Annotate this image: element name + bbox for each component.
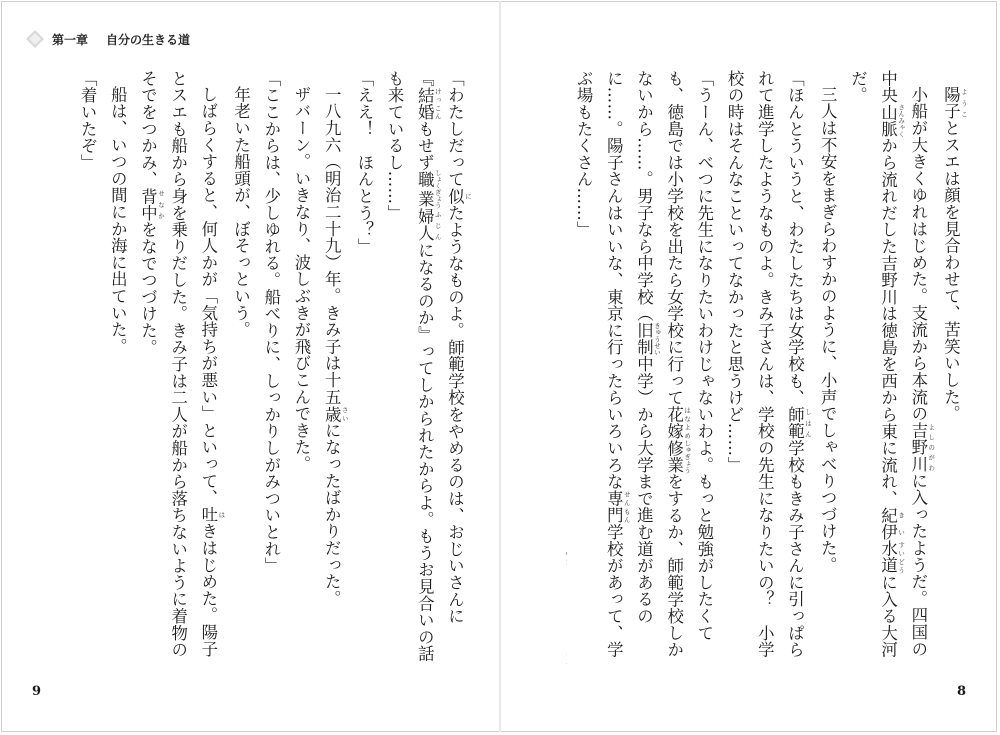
text-run: になったばかりだった。 xyxy=(322,422,342,608)
ruby-base: 紀伊 xyxy=(878,506,898,541)
ruby-word xyxy=(941,86,968,120)
ruby-reading: すいどう xyxy=(897,540,906,575)
text-run: 「ここからは、少しゆれる。船べりに、しっかりしがみついとれ」 xyxy=(261,70,281,574)
ruby-base: 旧制 xyxy=(634,321,654,356)
ruby-base: 陽子 xyxy=(941,86,961,120)
right-page-text xyxy=(566,70,968,670)
ruby-reading: さい xyxy=(340,405,349,423)
ruby-reading: ようこ xyxy=(960,86,968,120)
ruby-base: 花嫁 xyxy=(664,406,684,440)
text-run: をするか、師範学校しかないから……。男子なら中学校（ xyxy=(634,70,684,659)
chapter-label: 第一章 xyxy=(52,32,89,47)
ruby-word xyxy=(878,103,906,138)
text-run: に入ったようだ。四国の中央 xyxy=(878,70,928,658)
text-run: 「着いたぞ」 xyxy=(78,70,98,171)
text-run: とスエは顔を見合わせて、苦笑いした。 xyxy=(941,120,961,423)
ruby-base: 結婚 xyxy=(415,86,435,121)
ruby-base: 水道 xyxy=(878,540,898,575)
page-number-right: 8 xyxy=(956,684,966,699)
ruby-word xyxy=(445,187,472,205)
text-run: 中学）から大学まで進む道があるのに……。陽子さんはいいな、東京に行ったらいろいろな xyxy=(604,70,654,625)
paragraph xyxy=(935,70,968,670)
ruby-word xyxy=(198,506,226,524)
paragraph xyxy=(349,70,379,670)
ruby-word xyxy=(138,187,165,222)
ruby-word xyxy=(878,540,906,575)
ruby-reading: しゅぎょう xyxy=(683,439,692,474)
text-run: から流れだした吉野川は徳島を西から東に流れ、 xyxy=(878,137,898,507)
paragraph xyxy=(316,70,349,670)
ruby-word xyxy=(415,86,442,121)
paragraph xyxy=(286,70,316,670)
text-run: 一八九六（明治二十九）年。きみ子は十五 xyxy=(322,86,342,406)
ruby-reading: よしのがわ xyxy=(927,422,936,473)
chapter-title: 自分の生きる道 xyxy=(106,32,191,47)
ruby-base: 修業 xyxy=(664,439,684,474)
text-run: 船は、いつの間にか海に出ていた。 xyxy=(108,86,128,356)
paragraph xyxy=(225,70,255,670)
ruby-reading: に xyxy=(464,187,472,205)
page-number-left: 9 xyxy=(32,684,42,699)
ruby-word xyxy=(878,506,906,541)
ruby-reading: は xyxy=(217,506,226,524)
running-head xyxy=(26,30,190,48)
ruby-reading: しはん xyxy=(803,406,812,440)
text-run: 三人は不安をまぎらわすかのように、小声でしゃべりつづけた。 xyxy=(818,86,838,574)
ruby-reading xyxy=(566,650,568,667)
ruby-reading: きゅうせい xyxy=(652,321,661,356)
paragraph xyxy=(74,70,102,670)
ruby-base: 歳 xyxy=(322,405,342,423)
ruby-base: 背中 xyxy=(138,187,158,222)
paragraph xyxy=(568,70,719,670)
paragraph xyxy=(842,70,935,670)
ruby-word xyxy=(604,489,631,524)
text-run: ザバーン。いきなり、波しぶきが飛びこんできた。 xyxy=(291,86,311,473)
text-run: 「ほんとういうと、わたしたちは女学校も、 xyxy=(785,70,805,406)
text-run: 年老いた船頭が、ぼそっという。 xyxy=(231,86,251,339)
text-run: もせず xyxy=(415,120,435,171)
left-page-text xyxy=(74,70,472,670)
ruby-word xyxy=(908,422,936,473)
text-run: 「うーん、べつに先生になりたいわけじゃないわよ。もっと勉強がしたくても、徳島では小学校を出たら女学校に行って xyxy=(664,70,714,642)
text-run: をなでつづけた。 xyxy=(138,221,158,356)
ruby-reading: はなよめ xyxy=(683,406,692,440)
paragraph xyxy=(256,70,286,670)
ruby-base: 吉野川 xyxy=(908,422,928,473)
ruby-base: 師範 xyxy=(785,406,805,440)
text-run: 学校があって、学ぶ場もたくさん……」 xyxy=(574,70,624,658)
ruby-word xyxy=(785,406,812,440)
ruby-reading: けっこん xyxy=(433,86,442,121)
ruby-word xyxy=(664,439,692,474)
ruby-reading: ふじん xyxy=(433,208,442,243)
ruby-reading: せなか xyxy=(156,187,165,222)
ruby-word xyxy=(415,208,442,243)
text-run: しばらくすると、何人かが「気持ちが悪い」といって、 xyxy=(198,86,218,507)
text-run: 「ええ！ ほんとう？」 xyxy=(354,70,374,255)
ruby-word xyxy=(664,406,692,440)
text-run: たようなものよ。師範学校をやめるのは、おじいさんに『 xyxy=(415,70,465,625)
paragraph xyxy=(379,70,472,670)
book-gutter xyxy=(499,1,501,732)
text-run: になるのか』ってしかられたからよ。もうお見合いの話も来ているし……」 xyxy=(385,70,435,663)
text-run: 小船が大きくゆれはじめた。支流から本流の xyxy=(908,86,928,423)
ruby-word xyxy=(322,405,349,423)
ruby-base: 婦人 xyxy=(415,208,435,243)
ruby-base: 似 xyxy=(445,187,465,205)
paragraph xyxy=(812,70,842,670)
ruby-base: 吐 xyxy=(198,506,218,524)
ruby-word xyxy=(415,169,442,209)
paragraph xyxy=(132,70,225,670)
ruby-reading: きい xyxy=(897,506,906,541)
text-run: 「わたしだって xyxy=(445,70,465,188)
paragraph xyxy=(719,70,812,670)
ruby-word xyxy=(634,321,661,356)
ruby-reading xyxy=(566,549,568,566)
text-run: に入る大河だ。 xyxy=(848,70,898,659)
ruby-base: 職業 xyxy=(415,169,435,209)
text-run: きはじめた。陽子とスエも船から身を乗りだした。きみ子は二人が船から落ちないように着物のそでをつかみ、 xyxy=(138,70,218,658)
ruby-base: 専門 xyxy=(604,489,624,524)
ruby-reading: さんみゃく xyxy=(897,103,906,138)
ruby-reading: せんもん xyxy=(622,489,631,524)
text-run: 学校もきみ子さんに引っぱられて進学したようなものよ。きみ子さんは、学校の先生になりたいの？ 小学校の時はそんなこといってなかったと思うけど……」 xyxy=(725,70,805,659)
ruby-reading: しょくぎょう xyxy=(433,169,442,209)
ruby-base: 山脈 xyxy=(878,103,898,138)
chapter-ornament-icon xyxy=(26,30,44,48)
paragraph xyxy=(102,70,132,670)
